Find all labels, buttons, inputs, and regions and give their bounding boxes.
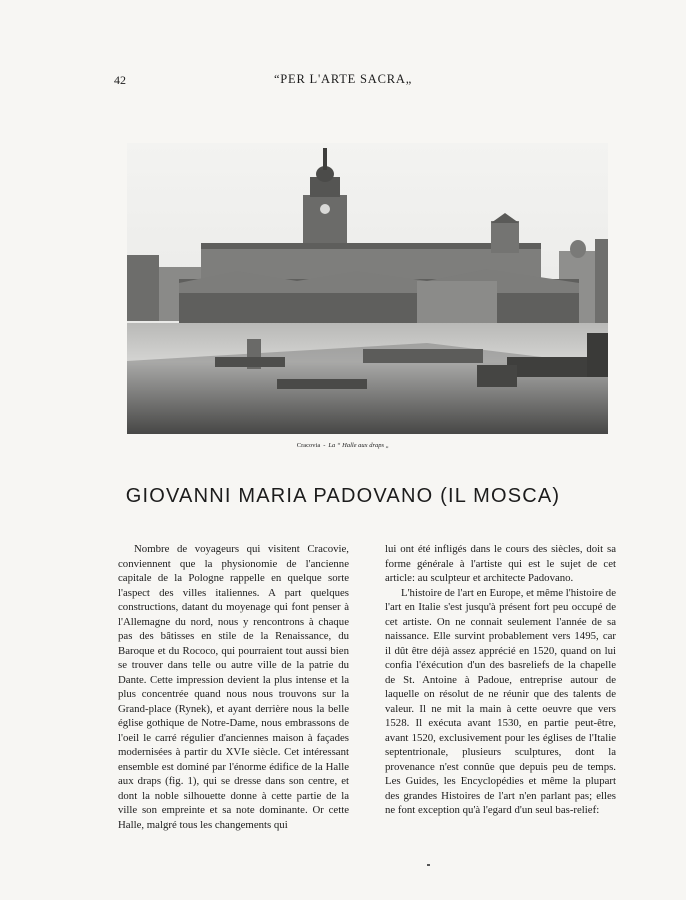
printer-mark (427, 864, 430, 866)
page-number: 42 (114, 73, 126, 87)
caption-title: La “ Halle aux draps „ (328, 442, 390, 449)
left-column (118, 542, 349, 832)
photograph-cloth-hall (127, 143, 608, 434)
caption-separator: - (323, 442, 326, 449)
running-head: “PER L'ARTE SACRA„ (273, 72, 413, 86)
paragraph: L'histoire de l'art en Europe, et même l'histoire de l'art en Italie s'est jusqu'à présent fort peu occupé de cet artiste. On ne connait seulement l'année de sa naissance. Elle survint probablement vers 1495, car il dût être déjà assez apprécié en 1520, quand on lui confia l'éxécution d'un des basreliefs de la chapelle de St. Antoine à Padoue, entreprise autour de laquelle on résolut de ne réunir que des talents de valeur. Il ne mit la main à cette oeuvre que vers 1528. Il exécuta avant 1530, en partie peut-être, avant 1520, exclusivement pour les églises de l'Italie septentrionale, plusieurs sculptures, dont la provenance n'est connûe que depuis peu de temps. Les Guides, les Encyclopédies et même la plupart des grandes Histoires de l'art n'en parlant pas; elles ne font exception qu'à l'egard d'un seul bas-relief: (385, 586, 616, 816)
paragraph: Nombre de voyageurs qui visitent Cracovie, conviennent que la physionomie de l'ancienne capitale de la Pologne rappelle en quelque sorte l'aspect des villes italiennes. A part quelques constructions, datant du moyenage qui font penser à l'Allemagne du nord, nous y rencontrons à chaque pas des bâtisses en stile de la Renaissance, du Baroque et du Rococo, qui pourraient tout aussi bien se trouver dans telle ou autre ville de la patrie du Dante. Cette impression devient la plus intense et la plus concentrée quand nous nous trouvons sur la Grand-place (Rynek), et ayant derrière nous la belle église gothique de Notre-Dame, nous embrassons de l'oeil le carré régulier d'anciennes maison à façades modernisées à partir du XVIe siècle. Cet intéressant ensemble est dominé par l'énorme édifice de la Halle aux draps (fig. 1), qui se dresse dans son centre, et dont la noble silhouette donne à cette partie de la ville son empreinte et sa note dominante. Or cette Halle, malgré tous les changements qui (118, 543, 349, 831)
caption-place: Cracovia (296, 442, 321, 449)
article-title: GIOVANNI MARIA PADOVANO (IL MOSCA) (125, 485, 561, 507)
right-column (385, 542, 616, 818)
paragraph: lui ont été infligés dans le cours des siècles, doit sa forme générale à l'artiste qui est le sujet de cet article: au sculpteur et architecte Padovano. (385, 543, 616, 584)
figure-caption (0, 442, 686, 449)
